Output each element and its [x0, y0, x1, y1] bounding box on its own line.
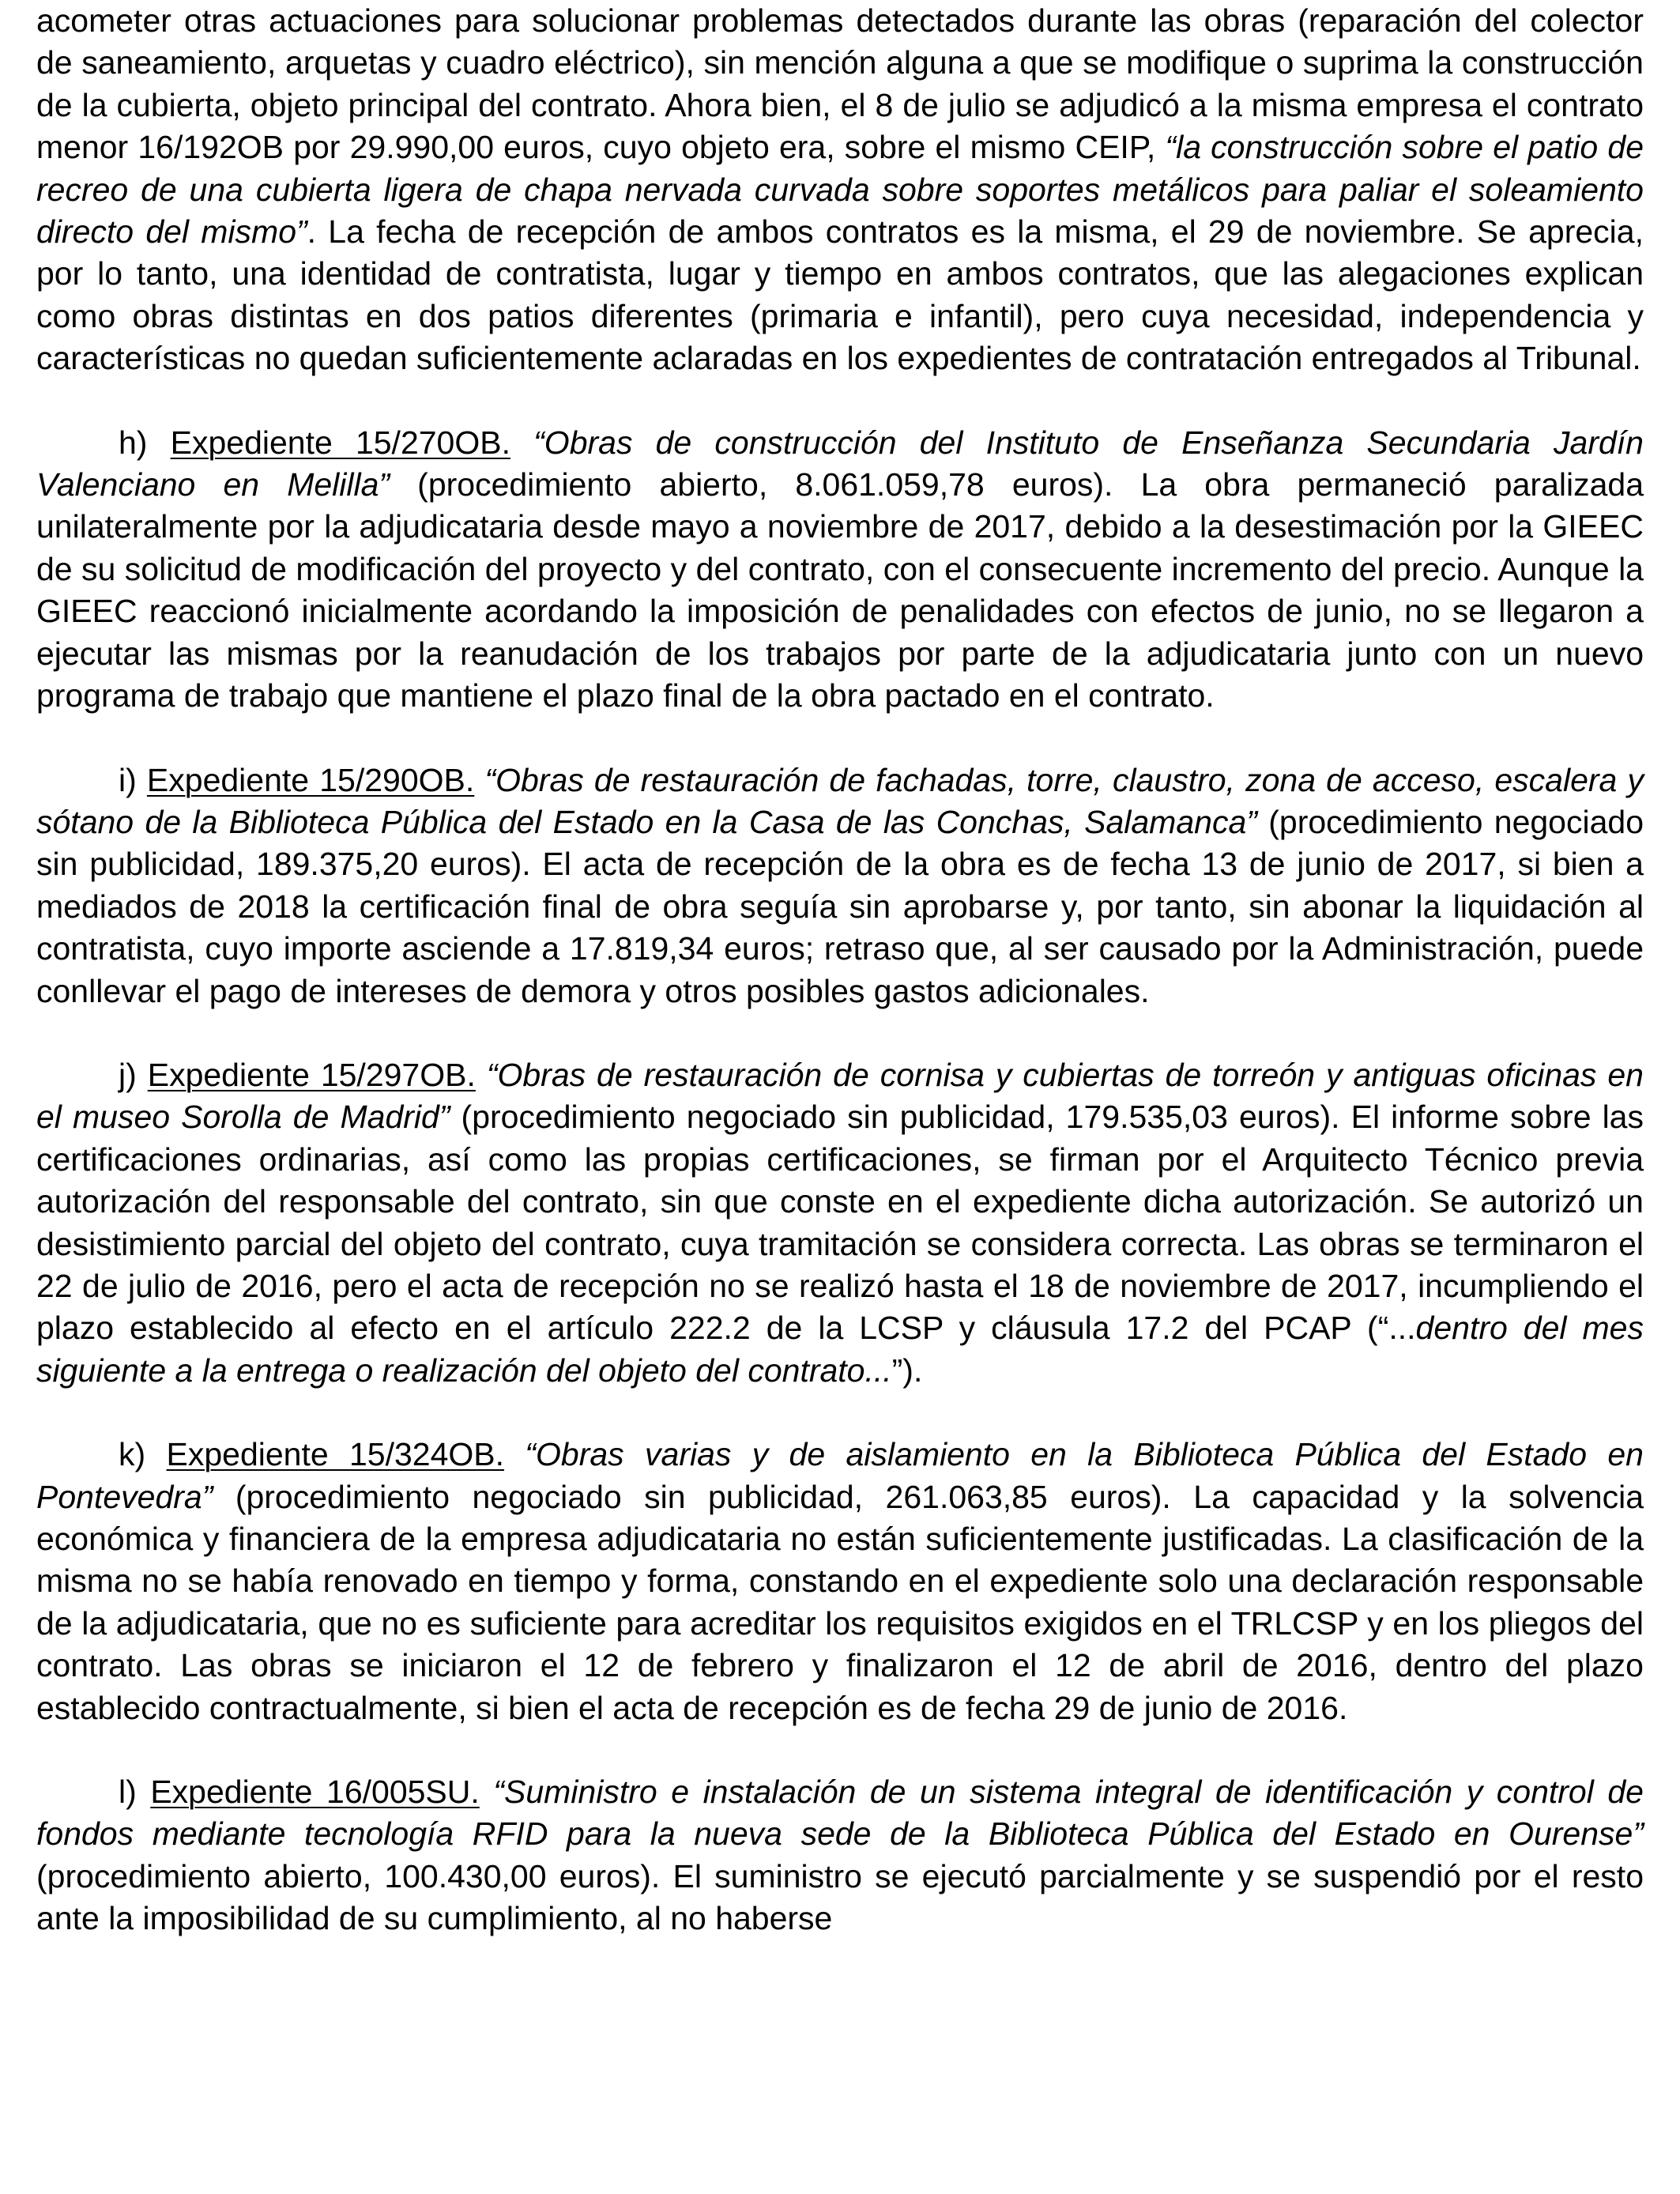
contract-title: “Obras varias y de aislamiento en la Biblioteca Pública del Estado en Pontevedra” — [36, 1436, 1644, 1515]
item-letter: l) — [119, 1774, 151, 1811]
item-letter: i) — [119, 761, 147, 798]
paragraph-expediente-k — [36, 1434, 1644, 1729]
item-letter: k) — [119, 1436, 167, 1473]
quoted-clause: dentro del mes siguiente a la entrega o realización del objeto del contrato... — [36, 1310, 1644, 1389]
paragraph-text: (procedimiento negociado sin publicidad, 179.535,03 euros). El informe sobre las certificaciones ordinarias, así como las propias certificaciones, se firman por el Arquitecto Técnico previa autorización del responsable del contrato, sin que conste en el expediente dicha autorización. Se autorizó un desistimiento parcial del objeto del contrato, cuya tramitación se considera correcta. Las obras se terminaron el 22 de julio de 2016, pero el acta de recepción no se realizó hasta el 18 de noviembre de 2017, incumpliendo el plazo establecido al efecto en el artículo 222.2 de la LCSP y cláusula 17.2 del PCAP (“... — [36, 1099, 1644, 1347]
contract-title: “Suministro e instalación de un sistema integral de identificación y control de fondos mediante tecnología RFID para la nueva sede de la Biblioteca Pública del Estado en Ourense” — [36, 1774, 1644, 1853]
expediente-reference: Expediente 16/005SU. — [150, 1774, 480, 1811]
paragraph-text: (procedimiento abierto, 8.061.059,78 euros). La obra permaneció paralizada unilateralmente por la adjudicataria desde mayo a noviembre de 2017, debido a la desestimación por la GIEEC de su solicitud de modificación del proyecto y del contrato, con el consecuente incremento del precio. Aunque la GIEEC reaccionó inicialmente acordando la imposición de penalidades con efectos de junio, no se llegaron a ejecutar las mismas por la reanudación de los trabajos por parte de la adjudicataria junto con un nuevo programa de trabajo que mantiene el plazo final de la obra pactado en el contrato. — [36, 466, 1644, 714]
paragraph-expediente-l — [36, 1771, 1644, 1940]
contract-title: “Obras de construcción del Instituto de Enseñanza Secundaria Jardín Valenciano en Melilla” — [36, 424, 1644, 503]
quoted-contract-object: “la construcción sobre el patio de recreo de una cubierta ligera de chapa nervada curvada sobre soportes metálicos para paliar el soleamiento directo del mismo” — [36, 129, 1644, 251]
paragraph-text: (procedimiento negociado sin publicidad, 189.375,20 euros). El acta de recepción de la obra es de fecha 13 de junio de 2017, si bien a mediados de 2018 la certificación final de obra seguía sin aprobarse y, por tanto, sin abonar la liquidación al contratista, cuyo importe asciende a 17.819,34 euros; retraso que, al ser causado por la Administración, puede conllevar el pago de intereses de demora y otros posibles gastos adicionales. — [36, 803, 1644, 1009]
paragraph-expediente-h — [36, 422, 1644, 718]
expediente-reference: Expediente 15/290OB. — [146, 761, 475, 798]
expediente-reference: Expediente 15/324OB. — [166, 1436, 505, 1473]
expediente-reference: Expediente 15/270OB. — [170, 424, 510, 461]
paragraph-continuation — [36, 0, 1644, 380]
paragraph-text: (procedimiento negociado sin publicidad, 261.063,85 euros). La capacidad y la solvencia económica y financiera de la empresa adjudicataria no están suficientemente justificadas. La clasificación de la misma no se había renovado en tiempo y forma, constando en el expediente solo una declaración responsable de la adjudicataria, que no es suficiente para acreditar los requisitos exigidos en el TRLCSP y en los pliegos del contrato. Las obras se iniciaron el 12 de febrero y finalizaron el 12 de abril de 2016, dentro del plazo establecido contractualmente, si bien el acta de recepción es de fecha 29 de junio de 2016. — [36, 1478, 1644, 1726]
expediente-reference: Expediente 15/297OB. — [147, 1056, 476, 1093]
paragraph-expediente-i — [36, 760, 1644, 1012]
item-letter: h) — [119, 424, 171, 461]
document-page — [36, 0, 1644, 1940]
item-letter: j) — [119, 1056, 148, 1093]
paragraph-text: acometer otras actuaciones para solucionar problemas detectados durante las obras (reparación del colector de saneamiento, arquetas y cuadro eléctrico), sin mención alguna a que se modifique o suprima la construcción de la cubierta, objeto principal del contrato. Ahora bien, el 8 de julio se adjudicó a la misma empresa el contrato menor 16/192OB por 29.990,00 euros, cuyo objeto era, sobre el mismo CEIP, — [36, 2, 1644, 166]
contract-title: “Obras de restauración de fachadas, torre, claustro, zona de acceso, escalera y sótano de la Biblioteca Pública del Estado en la Casa de las Conchas, Salamanca” — [36, 761, 1644, 840]
paragraph-text: . La fecha de recepción de ambos contratos es la misma, el 29 de noviembre. Se aprecia, por lo tanto, una identidad de contratista, lugar y tiempo en ambos contratos, que las alegaciones explican como obras distintas en dos patios diferentes (primaria e infantil), pero cuya necesidad, independencia y características no quedan suficientemente aclaradas en los expedientes de contratación entregados al Tribunal. — [36, 213, 1644, 377]
paragraph-text: (procedimiento abierto, 100.430,00 euros). El suministro se ejecutó parcialmente y se suspendió por el resto ante la imposibilidad de su cumplimiento, al no haberse — [36, 1857, 1644, 1937]
paragraph-expediente-j — [36, 1054, 1644, 1392]
contract-title: “Obras de restauración de cornisa y cubiertas de torreón y antiguas oficinas en el museo Sorolla de Madrid” — [36, 1056, 1644, 1136]
paragraph-text: ”). — [891, 1351, 923, 1389]
